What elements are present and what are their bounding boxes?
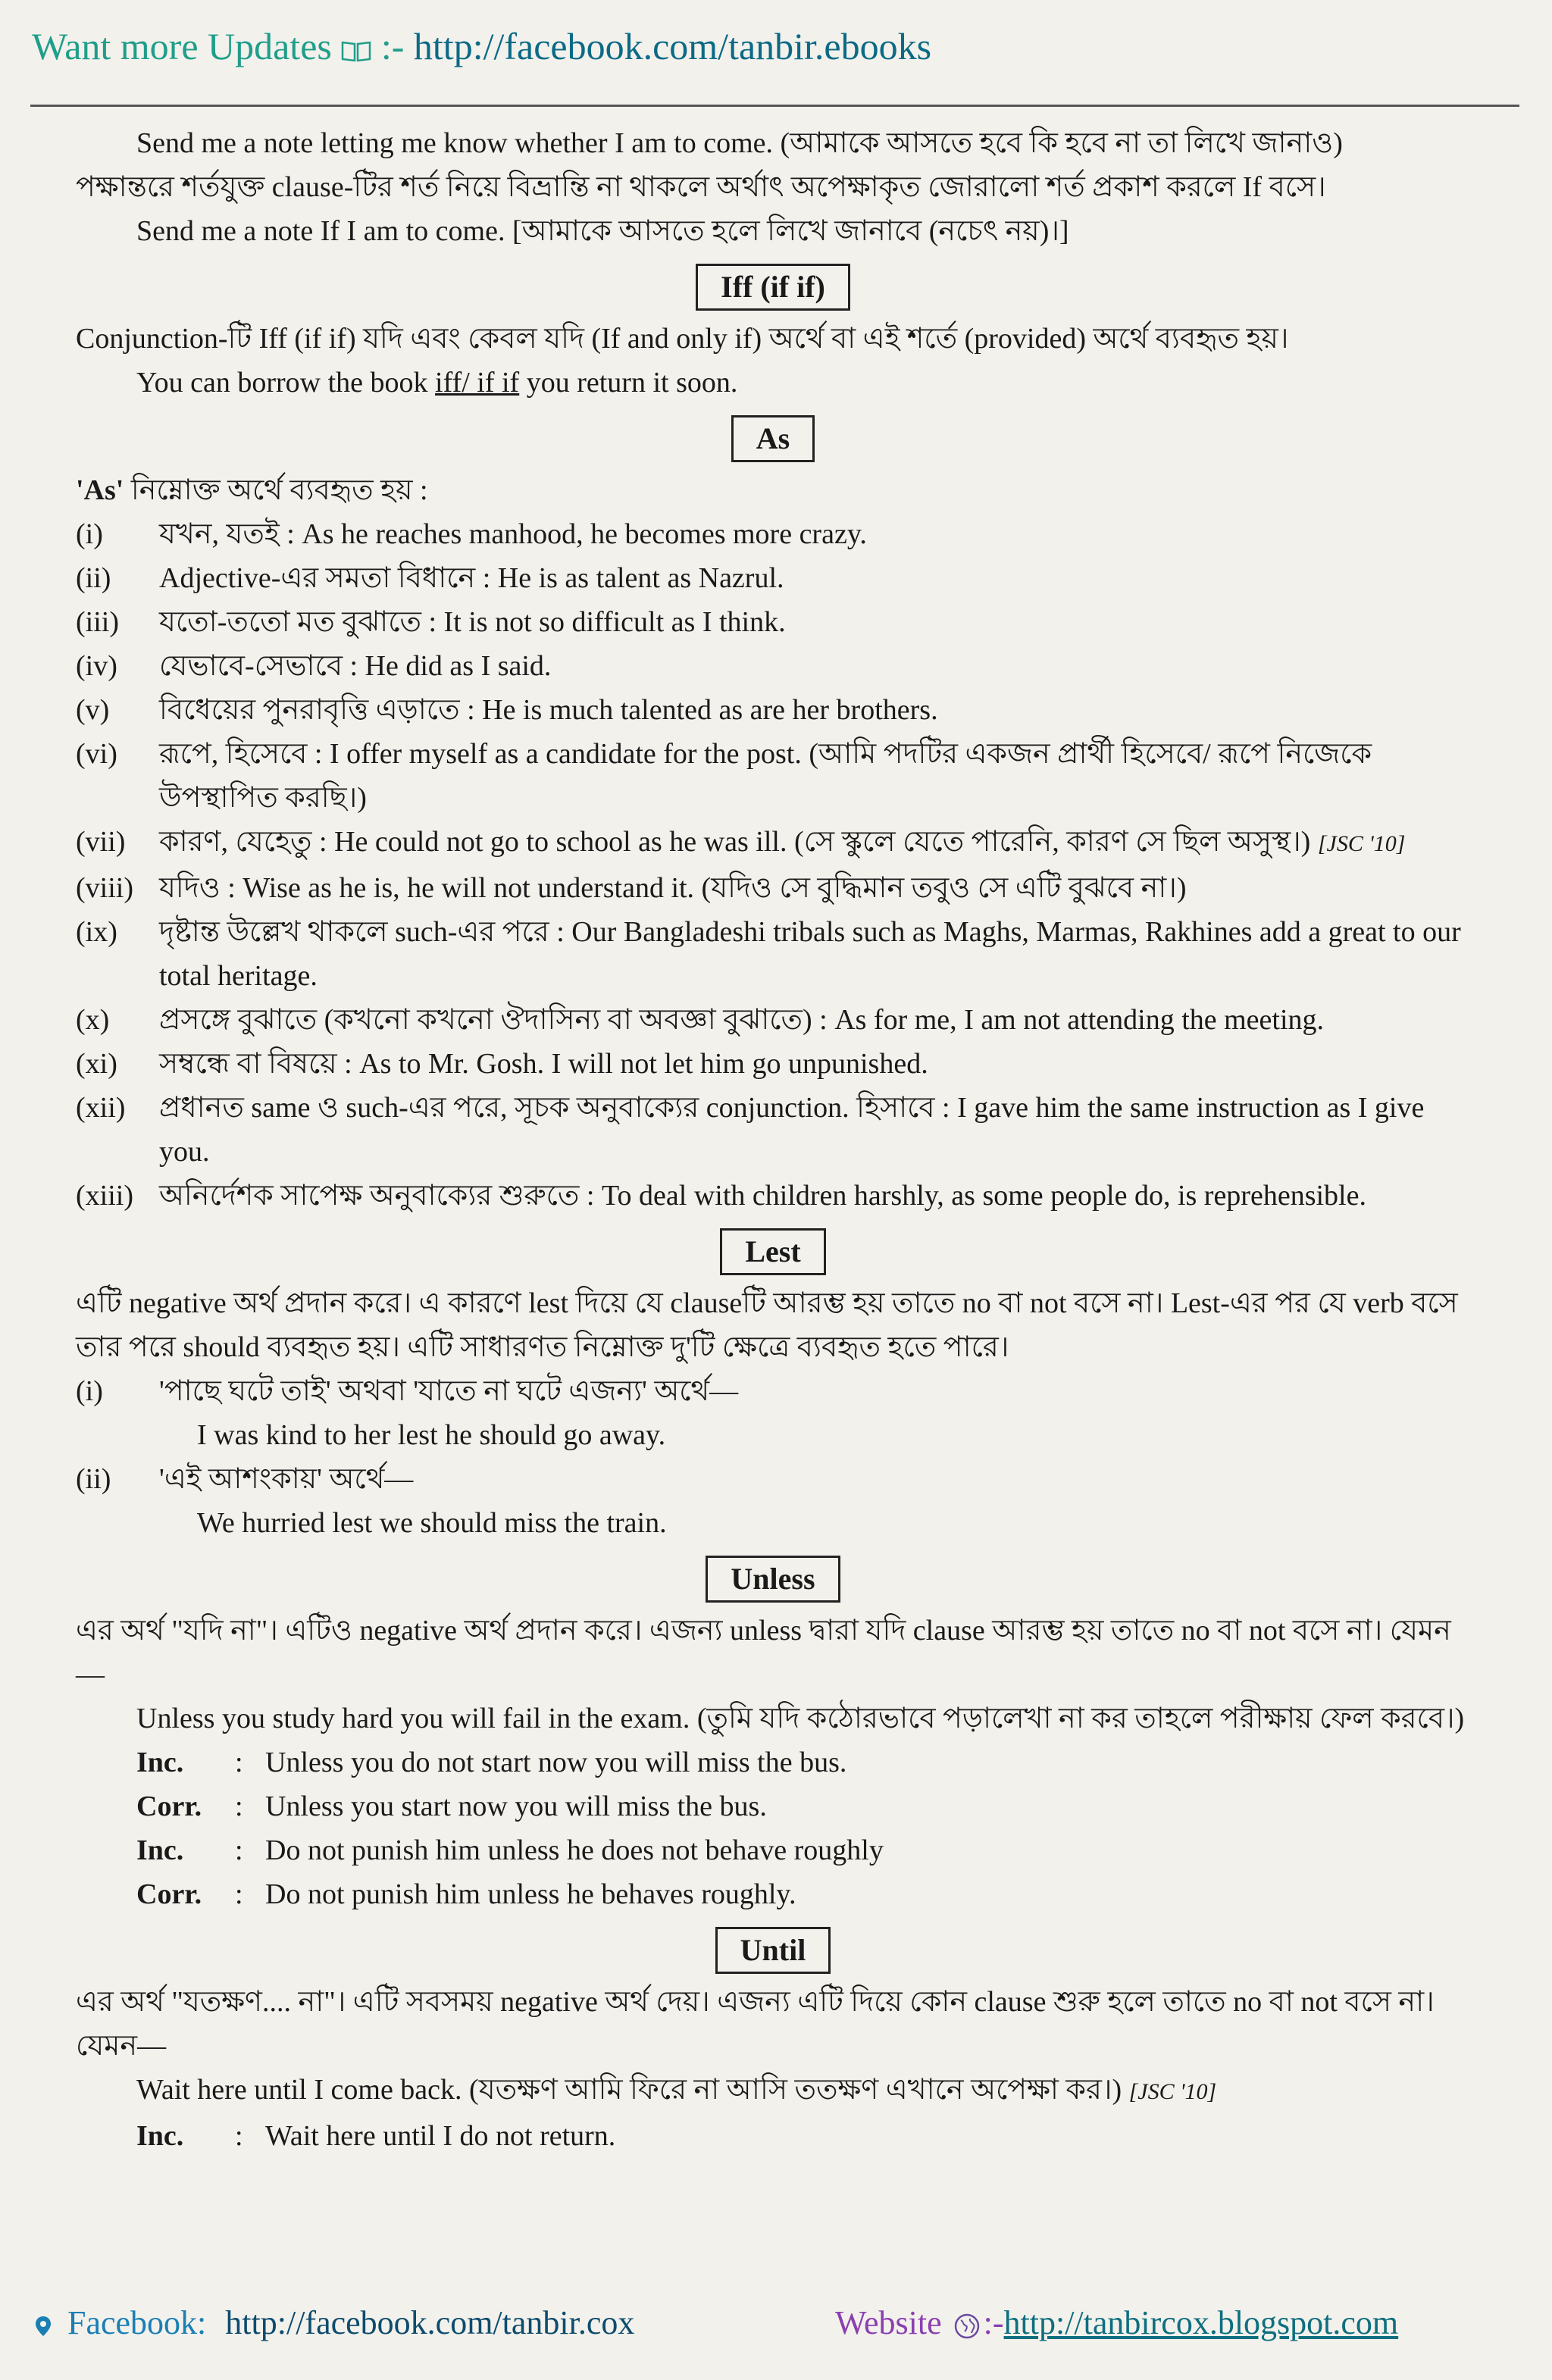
heading-lest: Lest: [720, 1228, 825, 1275]
header-prefix: Want more Updates: [32, 25, 332, 67]
list-item: (vi) রূপে, হিসেবে : I offer myself as a candidate for the post. (আমি পদটির একজন প্রার্থী হিসেবে/ রূপে নিজেকে উপস্থাপিত করছি।): [76, 738, 1372, 814]
footer-website: [835, 2303, 1398, 2342]
list-item: (ii) 'এই আশংকায়' অর্থে—: [76, 1463, 414, 1495]
heading-iff: Iff (if if): [696, 264, 850, 311]
unless-example: Unless you study hard you will fail in the exam. (তুমি যদি কঠোরভাবে পড়ালেখা না কর তাহলে পরীক্ষায় ফেল করবে।): [136, 1703, 1465, 1734]
page-footer: [32, 2303, 1525, 2342]
lest-paragraph: এটি negative অর্থ প্রদান করে। এ কারণে lest দিয়ে যে clauseটি আরম্ভ হয় তাতে no বা not বসে না। Lest-এর পর যে verb বসে তার পরে should ব্যবহৃত হয়। এটি সাধারণত নিম্নোক্ত দু'টি ক্ষেত্রে ব্যবহৃত হতে পারে।: [76, 1287, 1458, 1363]
location-pin-icon: [32, 2315, 55, 2338]
heading-unless: Unless: [706, 1556, 840, 1603]
correction-row: Inc. : Unless you do not start now you will miss the bus.: [136, 1747, 847, 1778]
intro-paragraph-3: Send me a note If I am to come. [আমাকে আসতে হলে লিখে জানাবে (নচেৎ নয়)।]: [136, 215, 1069, 247]
list-item: (iv) যেভাবে-সেভাবে : He did as I said.: [76, 650, 552, 682]
list-item: (viii) যদিও : Wise as he is, he will not understand it. (যদিও সে বুদ্ধিমান তবুও সে এটি বুঝবে না।): [76, 872, 1187, 904]
correction-row: Corr. : Unless you start now you will miss the bus.: [136, 1790, 767, 1822]
footer-website-link[interactable]: http://tanbircox.blogspot.com: [1003, 2304, 1399, 2341]
list-item: (i) 'পাছে ঘটে তাই' অথবা 'যাতে না ঘটে এজন্য' অর্থে—: [76, 1375, 739, 1407]
as-usage-list: [76, 512, 1470, 1218]
globe-icon: [953, 2313, 981, 2340]
page-content: [76, 121, 1470, 2158]
list-item: (iii) যতো-ততো মত বুঝাতে : It is not so difficult as I think.: [76, 606, 786, 638]
heading-until: Until: [715, 1927, 831, 1974]
as-intro: 'As' নিম্নোক্ত অর্থে ব্যবহৃত হয় :: [76, 474, 428, 506]
book-icon: [341, 39, 371, 62]
until-paragraph: এর অর্থ "যতক্ষণ.... না"। এটি সবসময় negative অর্থ দেয়। এজন্য এটি দিয়ে কোন clause শুরু হলে তাতে no বা not বসে না। যেমন—: [76, 1986, 1435, 2062]
heading-as: As: [731, 415, 815, 462]
list-item: (i) যখন, যতই : As he reaches manhood, he becomes more crazy.: [76, 518, 867, 550]
footer-facebook-label: Facebook:: [67, 2304, 207, 2341]
header-facebook-link[interactable]: http://facebook.com/tanbir.ebooks: [413, 25, 932, 67]
correction-row: Inc. : Do not punish him unless he does not behave roughly: [136, 1834, 884, 1866]
list-item: (xii) প্রধানত same ও such-এর পরে, সূচক অনুবাক্যের conjunction. হিসাবে : I gave him the same instruction as I give you.: [76, 1092, 1425, 1168]
correction-row: Inc. : Wait here until I do not return.: [136, 2120, 616, 2152]
intro-paragraph-2: পক্ষান্তরে শর্তযুক্ত clause-টির শর্ত নিয়ে বিভ্রান্তি না থাকলে অর্থাৎ অপেক্ষাকৃত জোরালো শর্ত প্রকাশ করলে If বসে।: [76, 171, 1326, 203]
until-example: Wait here until I come back. (যতক্ষণ আমি ফিরে না আসি ততক্ষণ এখানে অপেক্ষা কর।) [JSC '10]: [136, 2074, 1217, 2106]
unless-corrections: [76, 1740, 1470, 1916]
list-item: (ix) দৃষ্টান্ত উল্লেখ থাকলে such-এর পরে : Our Bangladeshi tribals such as Maghs, Marmas, Rakhines add a great to our total heritage.: [76, 916, 1461, 992]
until-corrections: [76, 2114, 1470, 2158]
jsc-reference: [JSC '10]: [1317, 831, 1406, 856]
iff-paragraph: Conjunction-টি Iff (if if) যদি এবং কেবল যদি (If and only if) অর্থে বা এই শর্তে (provided) অর্থে ব্যবহৃত হয়।: [76, 323, 1289, 355]
jsc-reference: [JSC '10]: [1128, 2079, 1217, 2104]
lest-example-1: I was kind to her lest he should go away.: [197, 1419, 666, 1451]
list-item: (ii) Adjective-এর সমতা বিধানে : He is as talent as Nazrul.: [76, 562, 784, 594]
header-separator: :-: [380, 25, 405, 67]
page-header: [32, 24, 931, 68]
list-item: (x) প্রসঙ্গে বুঝাতে (কখনো কখনো ঔদাসিন্য বা অবজ্ঞা বুঝাতে) : As for me, I am not attending the meeting.: [76, 1004, 1325, 1036]
footer-website-separator: :-: [983, 2304, 1004, 2341]
correction-row: Corr. : Do not punish him unless he behaves roughly.: [136, 1878, 796, 1910]
iff-example: You can borrow the book iff/ if if you return it soon.: [136, 367, 738, 399]
footer-facebook-link[interactable]: http://facebook.com/tanbir.cox: [225, 2304, 635, 2341]
list-item: (v) বিধেয়ের পুনরাবৃত্তি এড়াতে : He is much talented as are her brothers.: [76, 694, 938, 726]
unless-paragraph: এর অর্থ "যদি না"। এটিও negative অর্থ প্রদান করে। এজন্য unless দ্বারা যদি clause আরম্ভ হয় তাতে no বা not বসে না। যেমন—: [76, 1615, 1451, 1690]
list-item: (xi) সম্বন্ধে বা বিষয়ে : As to Mr. Gosh. I will not let him go unpunished.: [76, 1048, 928, 1080]
footer-website-label: Website: [835, 2304, 942, 2341]
lest-example-2: We hurried lest we should miss the train.: [197, 1507, 667, 1539]
list-item: (vii) কারণ, যেহেতু : He could not go to school as he was ill. (সে স্কুলে যেতে পারেনি, কারণ সে ছিল অসুস্থ।) [JSC '10]: [76, 826, 1406, 858]
list-item: (xiii) অনির্দেশক সাপেক্ষ অনুবাক্যের শুরুতে : To deal with children harshly, as some people do, is reprehensible.: [76, 1180, 1366, 1212]
intro-paragraph-1: Send me a note letting me know whether I am to come. (আমাকে আসতে হবে কি হবে না তা লিখে জানাও): [136, 127, 1343, 159]
header-divider: [30, 105, 1519, 107]
